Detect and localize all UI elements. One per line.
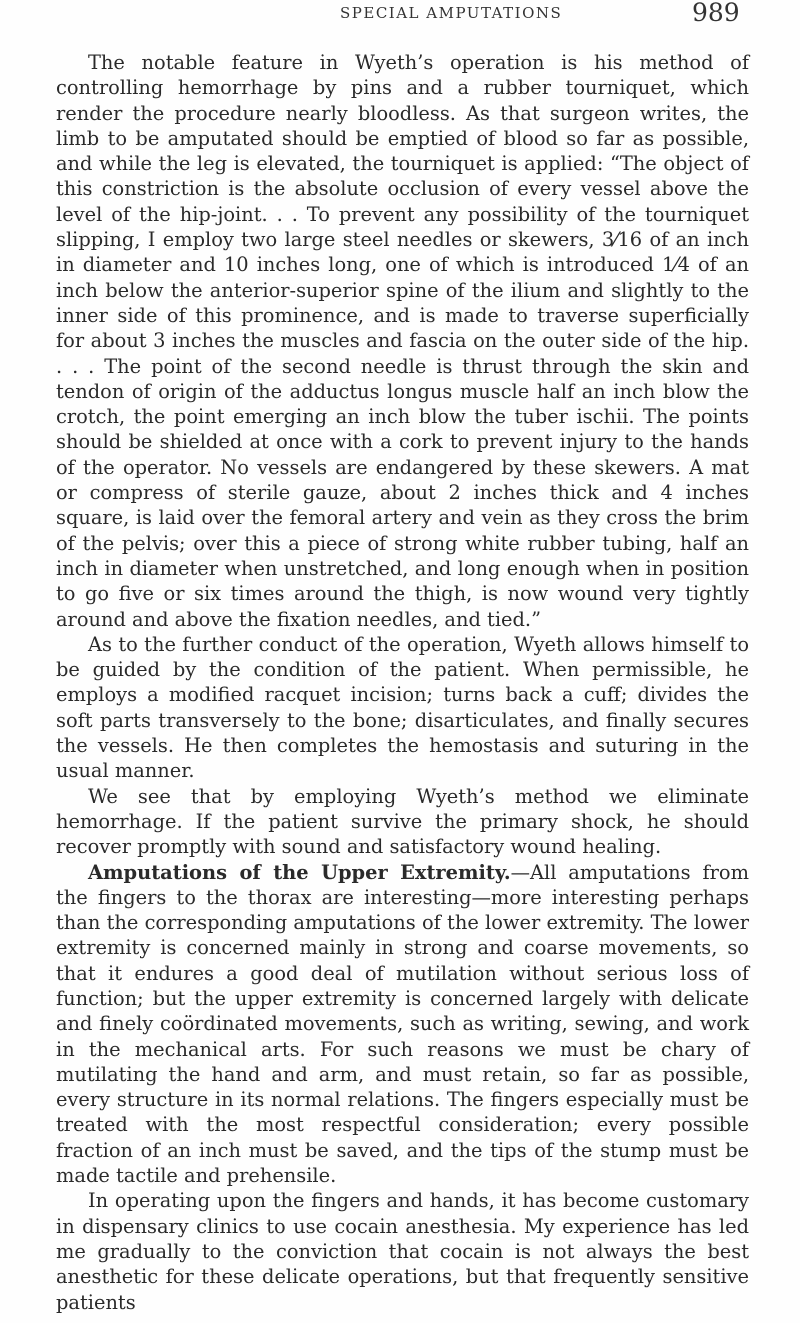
paragraph-upper-extremity <box>56 860 749 1189</box>
section-heading-upper-extremity: Amputations of the Upper Extremity. <box>88 860 511 884</box>
paragraph-cocain-anesthesia: In operating upon the fingers and hands, it has become customary in dispensary clinics to use cocain anesthesia. My experience has led me gradually to the conviction that cocain is not always the best anesthetic for these delicate operations, but that frequently sensitive patients <box>56 1189 749 1314</box>
paragraph-wyeth-method: The notable feature in Wyeth’s operation is his method of controlling hemorrhage by pins and a rubber tourniquet, which render the procedure nearly bloodless. As that surgeon writes, the limb to be amputated should be emptied of blood so far as possible, and while the leg is elevated, the tourniquet is applied: “The object of this constriction is the absolute occlusion of every vessel above the level of the hip-joint. . . To prevent any possibility of the tourniquet slipping, I employ two large steel needles or skewers, 3⁄16 of an inch in diameter and 10 inches long, one of which is introduced 1⁄4 of an inch below the anterior-superior spine of the ilium and slightly to the inner side of this prominence, and is made to traverse superficially for about 3 inches the muscles and fascia on the outer side of the hip. . . . The point of the second needle is thrust through the skin and tendon of origin of the adductus longus muscle half an inch blow the crotch, the point emerging an inch blow the tuber ischii. The points should be shielded at once with a cork to prevent injury to the hands of the operator. No vessels are endangered by these skewers. A mat or compress of sterile gauze, about 2 inches thick and 4 inches square, is laid over the femoral artery and vein as they cross the brim of the pelvis; over this a piece of strong white rubber tubing, half an inch in diameter when unstretched, and long enough when in position to go five or six times around the thigh, is now wound very tightly around and above the fixation needles, and tied.” <box>56 51 749 631</box>
paragraph-hemorrhage-elimination: We see that by employing Wyeth’s method we eliminate hemorrhage. If the patient survive the primary shock, he should recover promptly with sound and satisfactory wound healing. <box>56 784 749 859</box>
paragraph-operation-conduct: As to the further conduct of the operation, Wyeth allows himself to be guided by the condition of the patient. When permissible, he employs a modified racquet incision; turns back a cuff; divides the soft parts transversely to the bone; disarticulates, and finally secures the vessels. He then completes the hemostasis and suturing in the usual manner. <box>56 632 749 783</box>
running-head: SPECIAL AMPUTATIONS <box>340 4 563 22</box>
page-header <box>0 0 800 40</box>
paragraph-upper-extremity-text: —All amputations from the fingers to the thorax are interesting—more interesting perhaps than the corresponding amputations of the lower extremity. The lower extremity is concerned mainly in strong and coarse movements, so that it endures a good deal of mutilation without serious loss of function; but the upper extremity is concerned largely with delicate and finely coördinated movements, such as writing, sewing, and work in the mechanical arts. For such reasons we must be chary of mutilating the hand and arm, and must retain, so far as possible, every structure in its normal relations. The fingers especially must be treated with the most respectful consideration; every possible fraction of an inch must be saved, and the tips of the stump must be made tactile and prehensile. <box>56 860 749 1188</box>
page-number: 989 <box>692 0 740 27</box>
body-text <box>56 50 749 1315</box>
